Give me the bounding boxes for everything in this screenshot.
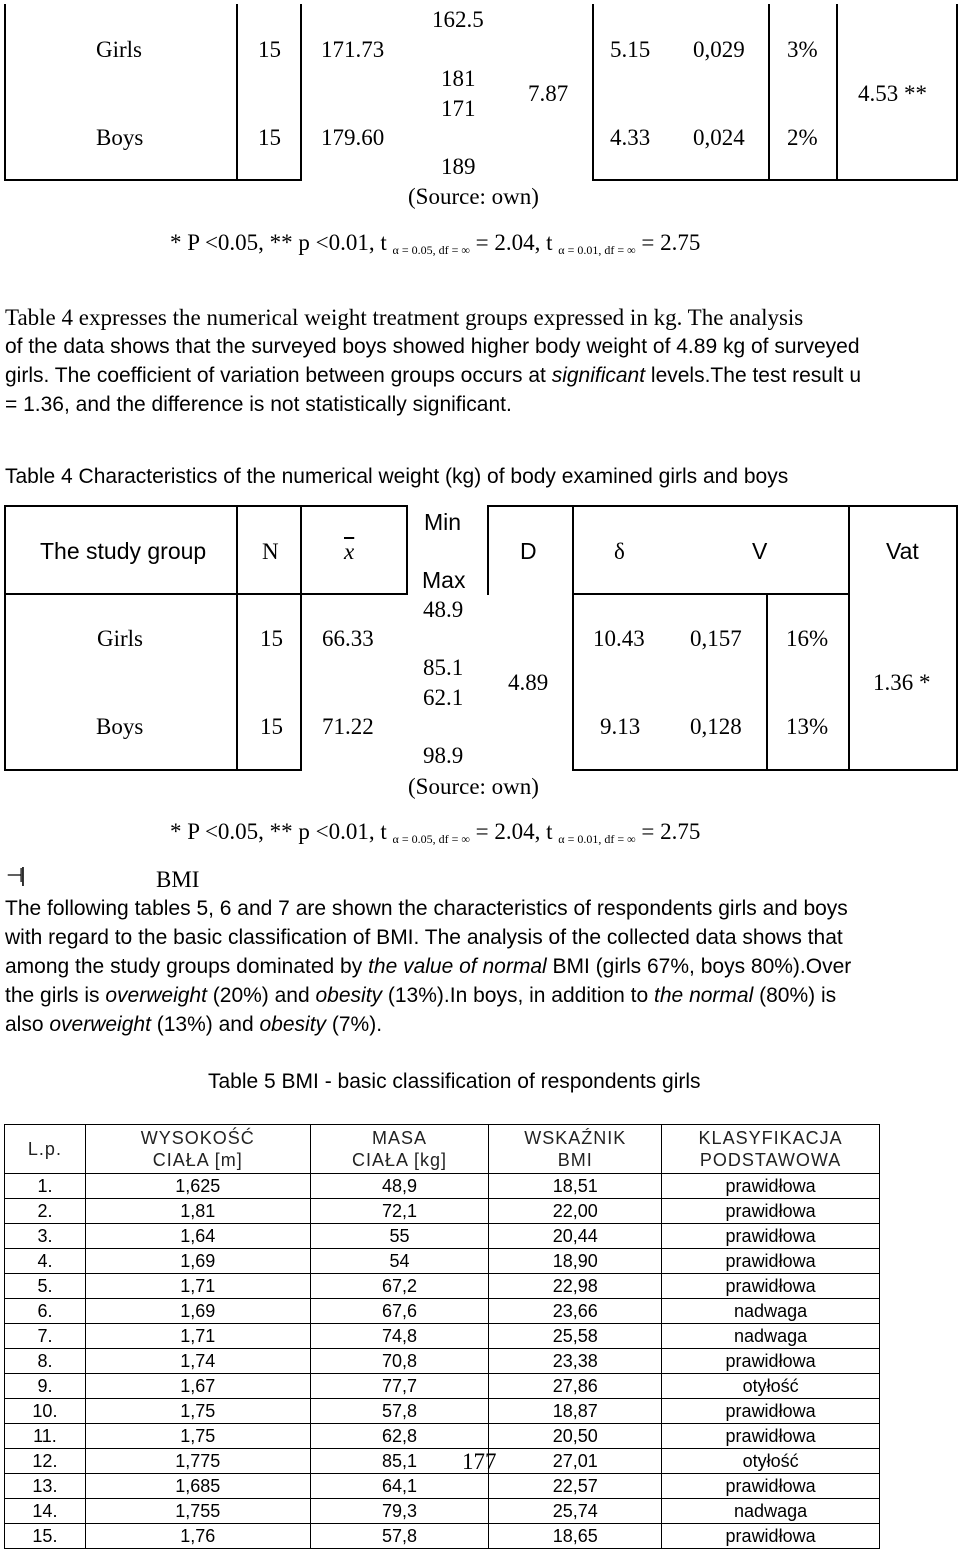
table5-cell: 22,00 bbox=[489, 1199, 662, 1224]
table5-cell: 74,8 bbox=[310, 1324, 489, 1349]
table5-cell: 1,75 bbox=[85, 1424, 310, 1449]
table4-boys-sd: 9.13 bbox=[600, 714, 641, 739]
table4-boys-v: 0,128 bbox=[690, 714, 742, 739]
table4-girls-sd: 10.43 bbox=[593, 626, 645, 651]
table5-cell: 79,3 bbox=[310, 1499, 489, 1524]
table5-cell: 22,57 bbox=[489, 1474, 662, 1499]
table5-cell: 1,625 bbox=[85, 1174, 310, 1199]
paragraph-bmi-description: The following tables 5, 6 and 7 are shown the characteristics of respondents girls and boys with regard to the basic classification of BMI. The analysis of the collected data shows that among the study groups dominated by the value of normal BMI (girls 67%, boys 80%).Over the girls is overweight (20%) and obesity (13%).In boys, in addition to the normal (80%) is also overweight (13%) and obesity (7%). bbox=[5, 897, 852, 1036]
table5-cell: 1,775 bbox=[85, 1449, 310, 1474]
table4-girls-n: 15 bbox=[260, 626, 283, 651]
table3-boys-sd: 4.33 bbox=[610, 125, 651, 150]
table3-boys-n: 15 bbox=[258, 125, 281, 150]
table5-cell: 67,2 bbox=[310, 1274, 489, 1299]
table5-row bbox=[5, 1224, 880, 1249]
table5-header-cell: WYSOKOŚĆ CIAŁA [m] bbox=[85, 1125, 310, 1174]
table5-cell: 10. bbox=[5, 1399, 86, 1424]
table3-vat: 4.53 ** bbox=[858, 81, 927, 106]
page-number: 177 bbox=[462, 1449, 497, 1474]
table5-cell: 27,01 bbox=[489, 1449, 662, 1474]
table4-boys-vp: 13% bbox=[786, 714, 829, 739]
section-marker-icon: ⊣| bbox=[6, 865, 23, 887]
section-title-bmi: BMI bbox=[156, 867, 200, 892]
table5-header-cell: L.p. bbox=[5, 1125, 86, 1174]
table5-cell: 15. bbox=[5, 1524, 86, 1549]
table5-cell: 6. bbox=[5, 1299, 86, 1324]
table5-row bbox=[5, 1324, 880, 1349]
table4-girls-v: 0,157 bbox=[690, 626, 742, 651]
table4-girls-mean: 66.33 bbox=[322, 626, 374, 651]
table3-girls-group: Girls bbox=[96, 37, 142, 62]
table3-boys-min: 171 bbox=[441, 96, 476, 121]
table5-row bbox=[5, 1174, 880, 1199]
table4-header-min: Min bbox=[424, 509, 462, 535]
table3-girls-mean: 171.73 bbox=[321, 37, 385, 62]
table3-boys-vp: 2% bbox=[787, 125, 818, 150]
table5-row bbox=[5, 1299, 880, 1324]
table5-header-cell: KLASYFIKACJA PODSTAWOWA bbox=[662, 1125, 880, 1174]
table5-cell: 1,71 bbox=[85, 1274, 310, 1299]
table3-boys-group: Boys bbox=[96, 125, 144, 150]
table5-row bbox=[5, 1449, 880, 1474]
table4-boys-mean: 71.22 bbox=[322, 714, 374, 739]
table5-cell: prawidłowa bbox=[662, 1474, 880, 1499]
table5-header-cell: WSKAŹNIK BMI bbox=[489, 1125, 662, 1174]
table5-row bbox=[5, 1524, 880, 1549]
table5-cell: 18,51 bbox=[489, 1174, 662, 1199]
table5-cell: 11. bbox=[5, 1424, 86, 1449]
table5-cell: 57,8 bbox=[310, 1399, 489, 1424]
table4-girls-group: Girls bbox=[97, 626, 143, 651]
table5-cell: 23,38 bbox=[489, 1349, 662, 1374]
table5-cell: 22,98 bbox=[489, 1274, 662, 1299]
table4-source: (Source: own) bbox=[408, 774, 539, 799]
table3-boys-max: 189 bbox=[441, 154, 476, 179]
table5-cell: 12. bbox=[5, 1449, 86, 1474]
paragraph-table4-description: Table 4 expresses the numerical weight treatment groups expressed in kg. The analysis of the data shows that the surveyed boys showed higher body weight of 4.89 kg of surveyed girls. The coefficient of variation between groups occurs at significant levels.The test result u = 1.36, and the difference is not statistically significant. bbox=[5, 305, 862, 416]
table5-cell: prawidłowa bbox=[662, 1349, 880, 1374]
table5-cell: 1. bbox=[5, 1174, 86, 1199]
table4-header-vat: Vat bbox=[886, 538, 919, 564]
table4-girls-min: 48.9 bbox=[423, 597, 464, 622]
table5-cell: 14. bbox=[5, 1499, 86, 1524]
table5-cell: 8. bbox=[5, 1349, 86, 1374]
table5-cell: 1,71 bbox=[85, 1324, 310, 1349]
table5-cell: prawidłowa bbox=[662, 1224, 880, 1249]
table5-cell: 57,8 bbox=[310, 1524, 489, 1549]
table3-boys-mean: 179.60 bbox=[321, 125, 385, 150]
table5-cell: 1,74 bbox=[85, 1349, 310, 1374]
table5-row bbox=[5, 1249, 880, 1274]
table5-cell: 20,50 bbox=[489, 1424, 662, 1449]
table5-cell: 5. bbox=[5, 1274, 86, 1299]
table4-header-sd: δ bbox=[614, 539, 625, 564]
table5-cell: 72,1 bbox=[310, 1199, 489, 1224]
table5-caption: Table 5 BMI - basic classification of respondents girls bbox=[208, 1070, 701, 1093]
table5-header-row bbox=[5, 1125, 880, 1174]
table5-cell: 1,685 bbox=[85, 1474, 310, 1499]
table5-cell: otyłość bbox=[662, 1449, 880, 1474]
table5-cell: prawidłowa bbox=[662, 1424, 880, 1449]
table3-girls-n: 15 bbox=[258, 37, 281, 62]
table5-cell: 62,8 bbox=[310, 1424, 489, 1449]
table5-row bbox=[5, 1474, 880, 1499]
table5-row bbox=[5, 1199, 880, 1224]
table5-cell: 54 bbox=[310, 1249, 489, 1274]
table5-cell: 23,66 bbox=[489, 1299, 662, 1324]
table5-cell: 85,1 bbox=[310, 1449, 489, 1474]
table5 bbox=[4, 1124, 880, 1549]
table5-cell: prawidłowa bbox=[662, 1274, 880, 1299]
table4-header-v: V bbox=[752, 538, 768, 564]
table4-girls-vp: 16% bbox=[786, 626, 829, 651]
table4-boys-max: 98.9 bbox=[423, 743, 464, 768]
table5-cell: nadwaga bbox=[662, 1299, 880, 1324]
table5-cell: prawidłowa bbox=[662, 1524, 880, 1549]
table5-cell: 18,90 bbox=[489, 1249, 662, 1274]
table3-girls-v: 0,029 bbox=[693, 37, 745, 62]
table4-d: 4.89 bbox=[508, 670, 549, 695]
table5-row bbox=[5, 1274, 880, 1299]
table5-cell: 70,8 bbox=[310, 1349, 489, 1374]
table3-girls-vp: 3% bbox=[787, 37, 818, 62]
table5-row bbox=[5, 1374, 880, 1399]
table4-header-d: D bbox=[520, 538, 537, 564]
table5-row bbox=[5, 1424, 880, 1449]
table5-cell: 4. bbox=[5, 1249, 86, 1274]
table5-cell: 1,81 bbox=[85, 1199, 310, 1224]
table3-source: (Source: own) bbox=[408, 184, 539, 209]
table5-row bbox=[5, 1499, 880, 1524]
table5-cell: 20,44 bbox=[489, 1224, 662, 1249]
table5-cell: 2. bbox=[5, 1199, 86, 1224]
table5-cell: 25,58 bbox=[489, 1324, 662, 1349]
table4-boys-group: Boys bbox=[96, 714, 144, 739]
table5-cell: 25,74 bbox=[489, 1499, 662, 1524]
table5-cell: 1,64 bbox=[85, 1224, 310, 1249]
table5-cell: 1,69 bbox=[85, 1249, 310, 1274]
table5-cell: 18,65 bbox=[489, 1524, 662, 1549]
table4-boys-min: 62.1 bbox=[423, 685, 464, 710]
table5-cell: 1,69 bbox=[85, 1299, 310, 1324]
table5-cell: prawidłowa bbox=[662, 1399, 880, 1424]
table5-cell: 1,755 bbox=[85, 1499, 310, 1524]
table4-header-group: The study group bbox=[40, 538, 207, 564]
table5-cell: prawidłowa bbox=[662, 1249, 880, 1274]
table4-header-mean: $\overline{x}$ bbox=[344, 539, 355, 564]
table5-cell: 7. bbox=[5, 1324, 86, 1349]
table3-girls-sd: 5.15 bbox=[610, 37, 651, 62]
table4-header-max: Max bbox=[422, 567, 466, 593]
table4-boys-n: 15 bbox=[260, 714, 283, 739]
table5-cell: 64,1 bbox=[310, 1474, 489, 1499]
table5-cell: otyłość bbox=[662, 1374, 880, 1399]
table5-cell: 77,7 bbox=[310, 1374, 489, 1399]
table4-vat: 1.36 * bbox=[873, 670, 931, 695]
table3-d: 7.87 bbox=[528, 81, 569, 106]
table5-row bbox=[5, 1399, 880, 1424]
table5-cell: prawidłowa bbox=[662, 1174, 880, 1199]
table5-cell: 67,6 bbox=[310, 1299, 489, 1324]
table5-cell: 1,76 bbox=[85, 1524, 310, 1549]
table4-girls-max: 85.1 bbox=[423, 655, 464, 680]
table5-cell: 48,9 bbox=[310, 1174, 489, 1199]
table5-cell: 9. bbox=[5, 1374, 86, 1399]
table5-cell: nadwaga bbox=[662, 1324, 880, 1349]
table5-cell: 27,86 bbox=[489, 1374, 662, 1399]
table5-row bbox=[5, 1349, 880, 1374]
table5-cell: 55 bbox=[310, 1224, 489, 1249]
table4-caption: Table 4 Characteristics of the numerical weight (kg) of body examined girls and boys bbox=[5, 465, 789, 488]
table3-girls-min: 162.5 bbox=[432, 7, 484, 32]
table5-cell: nadwaga bbox=[662, 1499, 880, 1524]
table4-significance: * P <0.05, ** p <0.01, t $_{\alpha = 0.05, df = \infty}$ = 2.04, t $_{\alpha = 0.01, df = \infty}$ = 2.75 bbox=[170, 819, 701, 846]
table3-significance: * P <0.05, ** p <0.01, t $_{\alpha = 0.05, df = \infty}$ = 2.04, t $_{\alpha = 0.01, df = \infty}$ = 2.75 bbox=[170, 230, 701, 257]
table5-cell: 13. bbox=[5, 1474, 86, 1499]
table3-girls-max: 181 bbox=[441, 66, 476, 91]
table5-cell: 1,75 bbox=[85, 1399, 310, 1424]
table5-cell: prawidłowa bbox=[662, 1199, 880, 1224]
table4-header-n: N bbox=[262, 539, 279, 564]
table5-cell: 18,87 bbox=[489, 1399, 662, 1424]
table5-cell: 3. bbox=[5, 1224, 86, 1249]
table3-boys-v: 0,024 bbox=[693, 125, 745, 150]
table5-header-cell: MASA CIAŁA [kg] bbox=[310, 1125, 489, 1174]
table5-cell: 1,67 bbox=[85, 1374, 310, 1399]
